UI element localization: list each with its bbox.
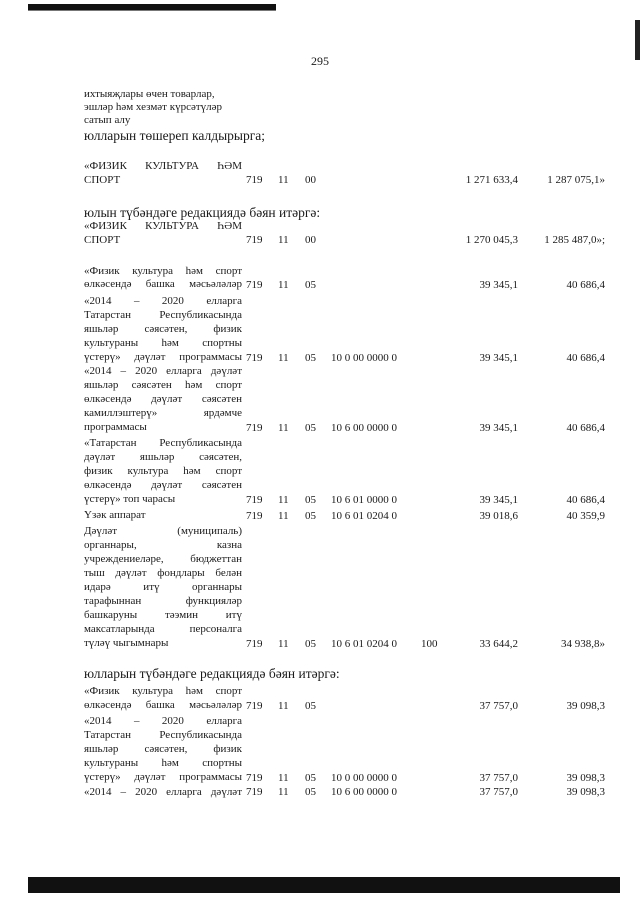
row-description: өлкәсендә башка мәсьәләләр [84,699,242,711]
row-description: «2014 – 2020 елларга [84,295,242,307]
section-code: 11 [278,174,289,186]
amount-year-2: 40 686,4 [566,352,605,364]
target-article-code: 10 6 01 0204 0 [331,510,397,522]
target-article-code: 10 6 01 0204 0 [331,638,397,650]
row-description: «2014 – 2020 елларга [84,715,242,727]
section-code: 11 [278,638,289,650]
row-description: үстерү» топ чарасы [84,493,176,505]
row-description: өлкәсендә дәүләт сәясәтен [84,479,242,491]
amount-year-1: 33 644,2 [479,638,518,650]
page-number: 295 [311,54,329,68]
ministry-code: 719 [246,510,263,522]
section-code: 11 [278,700,289,712]
intro-line: ихтыяҗлары өчен товарлар, [84,88,215,100]
ministry-code: 719 [246,279,263,291]
section-code: 11 [278,279,289,291]
row-description: Дәүләт (муниципаль) [84,525,242,537]
amount-year-2: 40 686,4 [566,422,605,434]
row-description: «Физик культура һәм спорт [84,265,242,277]
row-description: физик культура һәм спорт [84,465,242,477]
instruction-paragraph: юлларын төшереп калдырырга; [84,128,266,143]
section-code: 11 [278,234,289,246]
intro-line: сатып алу [84,114,131,126]
ministry-code: 719 [246,234,263,246]
row-description: тарафыннан функцияләр [84,595,242,607]
subsection-code: 05 [305,422,316,434]
ministry-code: 719 [246,786,263,798]
row-description: «2014 – 2020 елларга дәүләт [84,786,242,798]
amount-year-2: 39 098,3 [566,772,605,784]
section-heading: «ФИЗИК КУЛЬТУРА ҺӘМ [84,160,242,172]
target-article-code: 10 0 00 0000 0 [331,352,397,364]
row-description: учреждениеләре, бюджеттан [84,553,242,565]
target-article-code: 10 6 00 0000 0 [331,786,397,798]
section-code: 11 [278,352,289,364]
section-code: 11 [278,786,289,798]
subsection-code: 05 [305,494,316,506]
scan-border-top-line [28,10,276,11]
row-description: Татарстан Республикасында [84,729,242,741]
row-description: үстерү» дәүләт программасы [84,351,242,363]
expense-type-code: 100 [421,638,438,650]
amount-year-2: 40 686,4 [566,494,605,506]
amount-year-2: 39 098,3 [566,786,605,798]
amount-year-2: 39 098,3 [566,700,605,712]
row-description: яшьләр сәясәтен, физик [84,743,242,755]
amount-year-1: 1 270 045,3 [465,234,518,246]
ministry-code: 719 [246,700,263,712]
row-description: өлкәсендә дәүләт сәясәтен [84,393,242,405]
amount-year-1: 37 757,0 [479,786,518,798]
amount-year-2: 1 287 075,1» [547,174,605,186]
section-heading: СПОРТ [84,234,121,246]
section-code: 11 [278,772,289,784]
amount-year-1: 39 345,1 [479,422,518,434]
ministry-code: 719 [246,422,263,434]
row-description: органнары, казна [84,539,242,551]
subsection-code: 05 [305,772,316,784]
row-description: яшьләр сәясәтен, физик [84,323,242,335]
row-description: культураны һәм спортны [84,757,242,769]
intro-line: эшләр һәм хезмәт күрсәтүләр [84,101,223,113]
scan-border-bottom [28,877,620,893]
row-description: дәүләт яшьләр сәясәтен, [84,451,242,463]
instruction-paragraph: юлын түбәндәге редакциядә бәян итәргә: [84,205,321,220]
ministry-code: 719 [246,638,263,650]
amount-year-1: 39 345,1 [479,279,518,291]
section-code: 11 [278,422,289,434]
amount-year-2: 40 686,4 [566,279,605,291]
row-description: яшьләр сәясәтен һәм спорт [84,379,242,391]
row-description: башкаруны тәэмин итү [84,609,242,621]
ministry-code: 719 [246,772,263,784]
amount-year-2: 40 359,9 [566,510,605,522]
section-heading: СПОРТ [84,174,121,186]
row-description: Татарстан Республикасында [84,309,242,321]
row-description: максатларында персоналга [84,623,242,635]
amount-year-1: 39 345,1 [479,352,518,364]
subsection-code: 05 [305,700,316,712]
row-description: түләү чыгымнары [84,637,169,649]
target-article-code: 10 6 00 0000 0 [331,422,397,434]
ministry-code: 719 [246,174,263,186]
instruction-paragraph: юлларын түбәндәге редакциядә бәян итәргә: [84,666,340,681]
subsection-code: 05 [305,352,316,364]
row-description: идарә итү органнары [84,581,242,593]
section-code: 11 [278,510,289,522]
subsection-code: 05 [305,279,316,291]
row-description: өлкәсендә башка мәсьәләләр [84,278,242,290]
amount-year-1: 37 757,0 [479,700,518,712]
amount-year-1: 37 757,0 [479,772,518,784]
row-description: культураны һәм спортны [84,337,242,349]
row-description: «2014 – 2020 елларга дәүләт [84,365,242,377]
row-description: «Татарстан Республикасында [84,437,242,449]
section-code: 11 [278,494,289,506]
amount-year-1: 39 345,1 [479,494,518,506]
subsection-code: 00 [305,174,316,186]
section-heading: «ФИЗИК КУЛЬТУРА ҺӘМ [84,220,242,232]
ministry-code: 719 [246,494,263,506]
row-description: тыш дәүләт фондлары белән [84,567,242,579]
subsection-code: 05 [305,786,316,798]
ministry-code: 719 [246,352,263,364]
amount-year-2: 1 285 487,0»; [544,234,605,246]
amount-year-1: 1 271 633,4 [465,174,518,186]
subsection-code: 00 [305,234,316,246]
target-article-code: 10 6 01 0000 0 [331,494,397,506]
row-description: Үзәк аппарат [84,509,146,521]
amount-year-2: 34 938,8» [561,638,605,650]
row-description: камиллэштерү» ярдәмче [84,407,242,419]
row-description: «Физик культура һәм спорт [84,685,242,697]
target-article-code: 10 0 00 0000 0 [331,772,397,784]
subsection-code: 05 [305,638,316,650]
row-description: программасы [84,421,147,433]
row-description: үстерү» дәүләт программасы [84,771,242,783]
amount-year-1: 39 018,6 [479,510,518,522]
subsection-code: 05 [305,510,316,522]
